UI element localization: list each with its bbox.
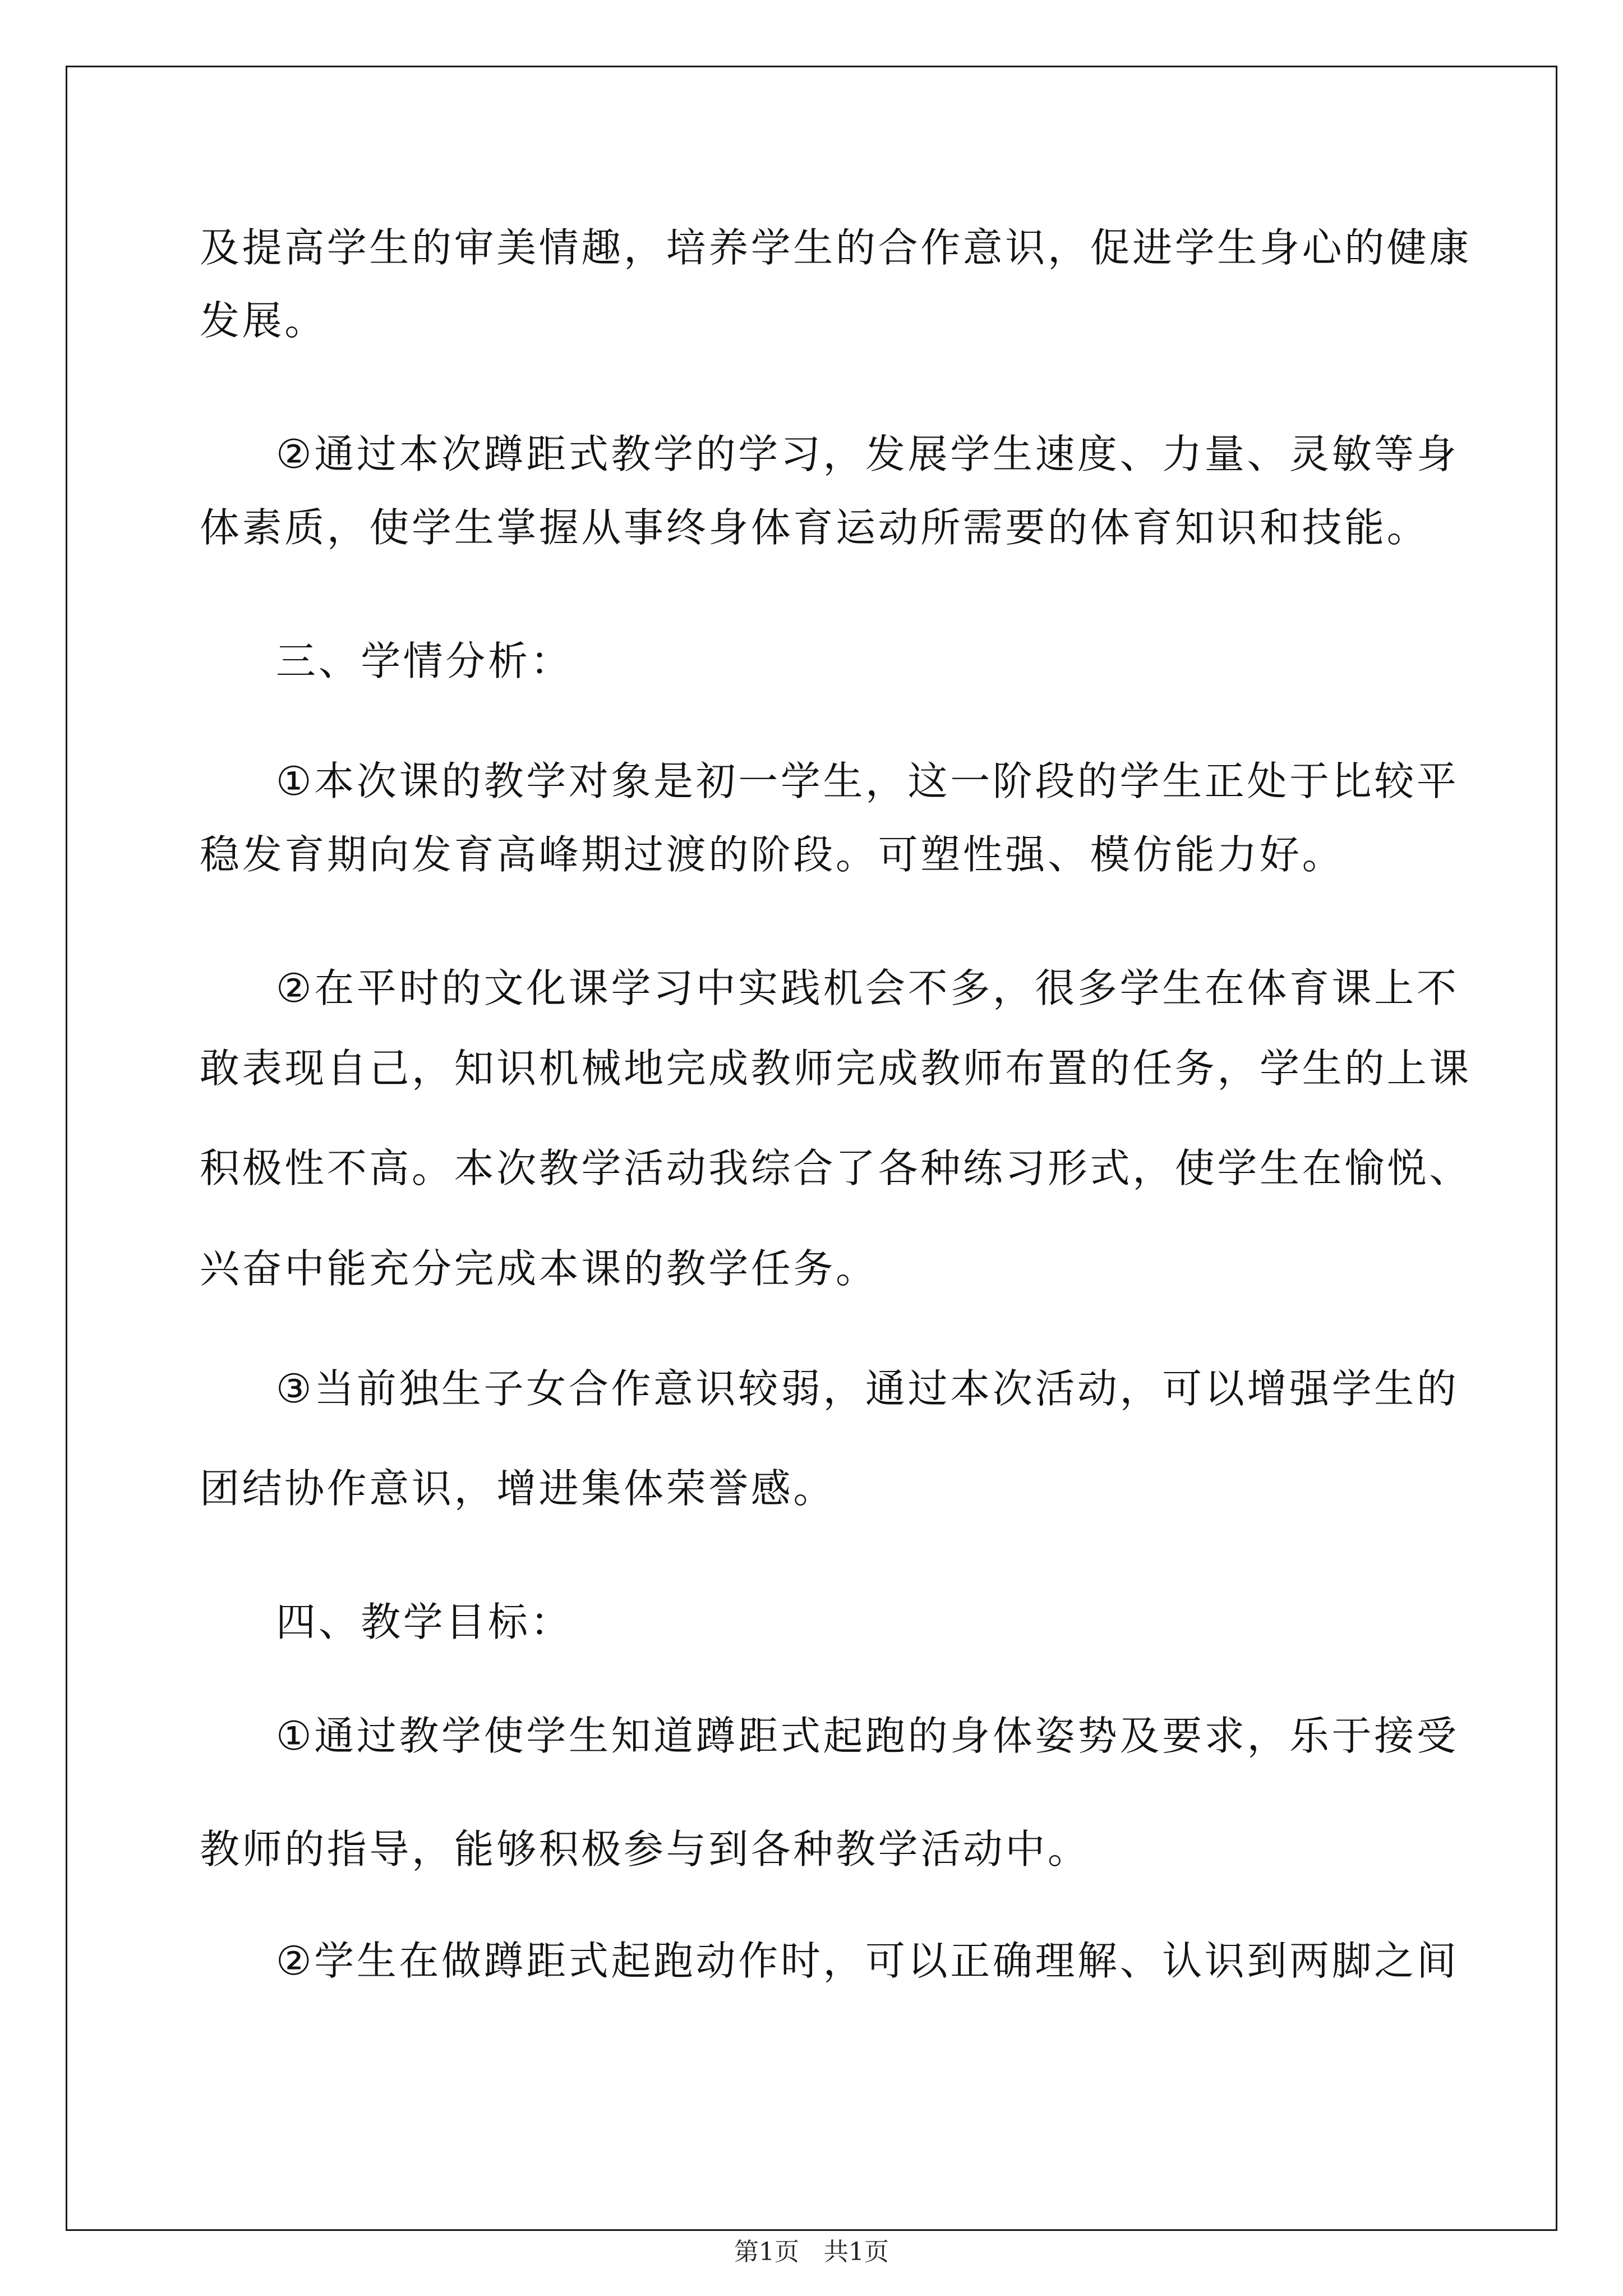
- body-text-line: ③当前独生子女合作意识较弱，通过本次活动，可以增强学生的: [276, 1365, 1459, 1412]
- body-text-line: ①本次课的教学对象是初一学生，这一阶段的学生正处于比较平: [276, 758, 1459, 804]
- body-text-line: 敢表现自己，知识机械地完成教师完成教师布置的任务，学生的上课: [200, 1045, 1472, 1092]
- body-text-line: 教师的指导，能够积极参与到各种教学活动中。: [200, 1826, 1090, 1872]
- body-text-line: 及提高学生的审美情趣，培养学生的合作意识，促进学生身心的健康: [200, 224, 1472, 271]
- body-text-line: 体素质，使学生掌握从事终身体育运动所需要的体育知识和技能。: [200, 504, 1430, 551]
- body-text-line: 稳发育期向发育高峰期过渡的阶段。可塑性强、模仿能力好。: [200, 831, 1345, 878]
- body-text-line: ②通过本次蹲距式教学的学习，发展学生速度、力量、灵敏等身: [276, 431, 1459, 477]
- body-text-line: 发展。: [200, 297, 327, 344]
- section-heading-teaching-goals: 四、教学目标：: [276, 1599, 573, 1645]
- body-text-line: 积极性不高。本次教学活动我综合了各种练习形式，使学生在愉悦、: [200, 1145, 1472, 1191]
- body-text-line: ①通过教学使学生知道蹲距式起跑的身体姿势及要求，乐于接受: [276, 1713, 1459, 1759]
- body-text-line: ②学生在做蹲距式起跑动作时，可以正确理解、认识到两脚之间: [276, 1938, 1459, 1984]
- section-heading-learning-analysis: 三、学情分析：: [276, 638, 573, 684]
- body-text-line: ②在平时的文化课学习中实践机会不多，很多学生在体育课上不: [276, 965, 1459, 1011]
- body-text-line: 团结协作意识，增进集体荣誉感。: [200, 1465, 836, 1512]
- body-text-line: 兴奋中能充分完成本课的教学任务。: [200, 1245, 878, 1292]
- page-footer: 第1页 共1页: [734, 2238, 889, 2266]
